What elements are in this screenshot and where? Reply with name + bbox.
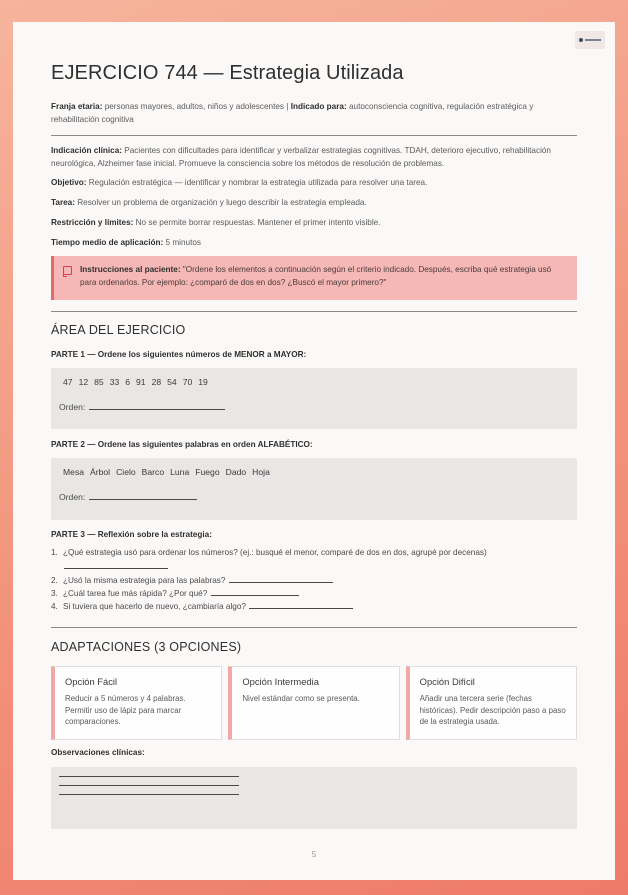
observation-line[interactable] [59, 794, 239, 795]
card-desc: Reducir a 5 números y 4 palabras. Permitir uso de lápiz para marcar comparaciones. [65, 694, 186, 726]
question-3: 3. ¿Cuál tarea fue más rápida? ¿Por qué? [51, 587, 299, 598]
observation-line[interactable] [59, 785, 239, 786]
restriccion-value: No se permite borrar respuestas. Mantener el primer intento visible. [135, 218, 381, 227]
answer-blank[interactable] [249, 600, 353, 609]
franja-label: Franja etaria: [51, 102, 103, 111]
speech-bubble-icon [63, 266, 72, 275]
part1-answer [59, 401, 225, 412]
divider [51, 627, 577, 628]
card-title: Opción Intermedia [242, 676, 319, 687]
word-list [63, 467, 270, 477]
restriccion-label: Restricción y límites: [51, 218, 134, 227]
tarea-label: Tarea: [51, 198, 75, 207]
part1-box [51, 368, 577, 429]
observations-box[interactable] [51, 767, 577, 829]
indicacion-value: Pacientes con dificultades para identificar y verbalizar estrategias cognitivas. TDAH, deterioro ejecutivo, rehabilitación neurológica, Alzheimer fase inicial. Promueve la consciencia sobre los métodos de resolución de problemas. [51, 146, 551, 168]
tiempo-label: Tiempo medio de aplicación: [51, 238, 164, 247]
part2-box [51, 458, 577, 520]
number-item: 47 [63, 377, 73, 387]
question-1-answer-line[interactable] [63, 560, 168, 571]
tiempo-value: 5 minutos [165, 238, 202, 247]
word-item: Barco [141, 467, 165, 477]
card-easy [51, 666, 222, 740]
tarea-value: Resolver un problema de organización y luego describir la estrategia empleada. [77, 198, 367, 207]
word-item: Luna [170, 467, 190, 477]
meta-line [51, 100, 577, 126]
divider [51, 135, 577, 136]
clinical-indication [51, 144, 577, 170]
question-4: 4. Si tuviera que hacerlo de nuevo, ¿cambiaría algo? [51, 600, 353, 611]
number-item: 6 [125, 377, 131, 387]
part2-title: PARTE 2 — Ordene las siguientes palabras en orden ALFABÉTICO: [51, 440, 313, 449]
number-list [63, 377, 208, 387]
question-1: 1. ¿Qué estrategia usó para ordenar los números? (ej.: busqué el menor, comparé de dos en dos, agrupé por decenas) [51, 548, 487, 557]
number-item: 28 [151, 377, 162, 387]
instructions-text: "Ordene los elementos a continuación según el criterio indicado. Después, escriba qué estrategia usó para ordenarlos. Por ejemplo: ¿comparó de dos en dos? ¿Buscó el mayor primero?" [80, 265, 552, 287]
question-2: 2. ¿Usó la misma estrategia para las palabras? [51, 574, 333, 585]
orden-label: Orden: [59, 402, 86, 412]
franja-value: personas mayores, adultos, niños y adolescentes [104, 102, 285, 111]
meta-separator: | [284, 102, 291, 111]
instructions-label: Instrucciones al paciente: [80, 265, 181, 274]
brand-logo [575, 31, 605, 49]
indicado-value: autoconsciencia cognitiva, regulación estratégica y rehabilitación cognitiva [51, 102, 534, 124]
worksheet-page [13, 22, 615, 880]
card-desc: Nivel estándar como se presenta. [242, 694, 360, 703]
part2-answer [59, 491, 197, 502]
card-hard [406, 666, 577, 740]
objective [51, 176, 577, 189]
logo-wordmark [585, 39, 601, 41]
card-title: Opción Difícil [419, 676, 475, 687]
observation-line[interactable] [59, 776, 239, 777]
answer-blank[interactable] [211, 587, 299, 596]
objetivo-value: Regulación estratégica — identificar y nombrar la estrategia utilizada para resolver una tarea. [88, 178, 428, 187]
number-item: 12 [78, 377, 89, 387]
page-number: 5 [311, 850, 317, 859]
observations-label: Observaciones clínicas: [51, 748, 145, 757]
number-item: 33 [109, 377, 120, 387]
adaptation-cards [51, 666, 577, 740]
orden-label: Orden: [59, 492, 86, 502]
word-item: Hoja [252, 467, 270, 477]
exercise-area-title: ÁREA DEL EJERCICIO [51, 323, 186, 337]
word-item: Cielo [116, 467, 136, 477]
logo-mark [579, 38, 583, 42]
indicacion-label: Indicación clínica: [51, 146, 122, 155]
adaptations-title: ADAPTACIONES (3 OPCIONES) [51, 640, 242, 654]
number-item: 70 [182, 377, 193, 387]
number-item: 85 [94, 377, 104, 387]
answer-blank[interactable] [89, 491, 197, 500]
number-item: 19 [198, 377, 208, 387]
patient-instructions [51, 256, 577, 300]
part3-title: PARTE 3 — Reflexión sobre la estrategia: [51, 530, 212, 539]
divider [51, 311, 577, 312]
card-title: Opción Fácil [65, 676, 118, 687]
reflection-questions [51, 548, 577, 618]
task [51, 196, 577, 209]
average-time [51, 236, 577, 249]
word-item: Árbol [90, 467, 111, 477]
card-intermediate [228, 666, 399, 740]
word-item: Fuego [195, 467, 220, 477]
number-item: 54 [167, 377, 177, 387]
part1-title: PARTE 1 — Ordene los siguientes números de MENOR a MAYOR: [51, 350, 307, 359]
word-item: Mesa [63, 467, 85, 477]
word-item: Dado [225, 467, 247, 477]
objetivo-label: Objetivo: [51, 178, 87, 187]
answer-blank[interactable] [229, 574, 333, 583]
indicado-label: Indicado para: [290, 102, 347, 111]
page-title: EJERCICIO 744 — Estrategia Utilizada [51, 62, 404, 84]
number-item: 91 [136, 377, 146, 387]
card-desc: Añadir una tercera serie (fechas históricas). Pedir descripción paso a paso de la estrategia usada. [419, 694, 566, 726]
answer-blank[interactable] [89, 401, 225, 410]
observation-lines [59, 776, 239, 803]
restrictions [51, 216, 577, 229]
